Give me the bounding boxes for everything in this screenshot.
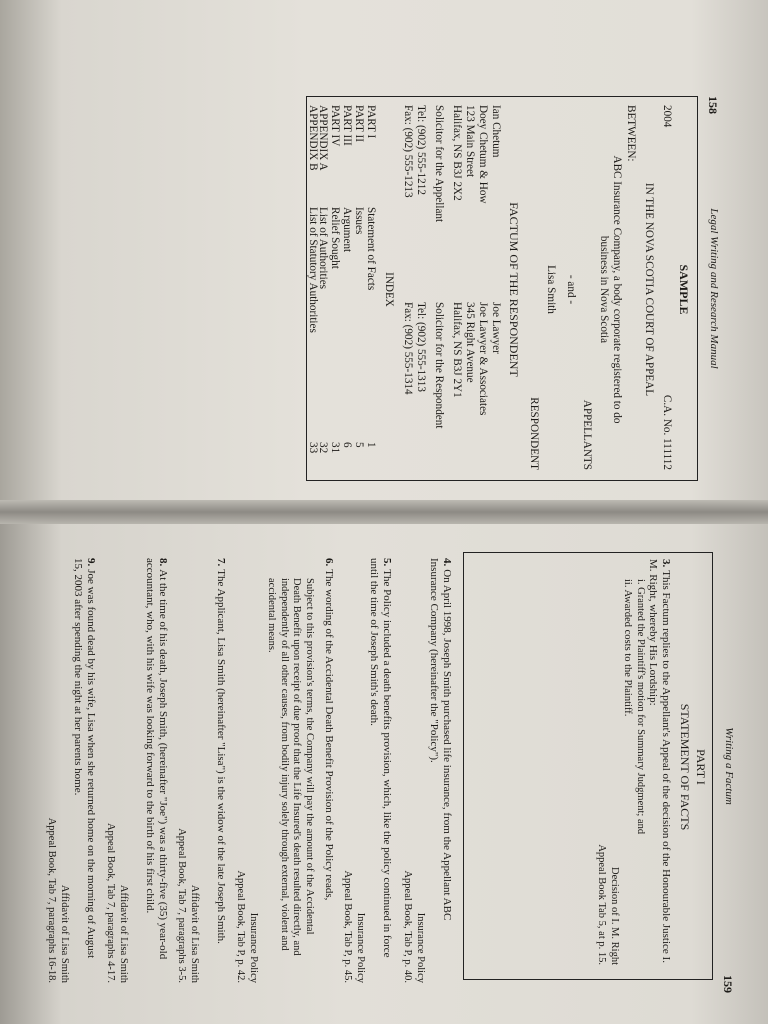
respondent-solicitor-role: Solicitor for the Respondent <box>433 302 445 429</box>
index-part: APPENDIX B <box>307 105 319 171</box>
respondent-name: Lisa Smith <box>545 265 557 314</box>
appellant-counsel-city: Halifax, NS B3J 2X2 <box>451 105 463 201</box>
index-title-entry: Relief Sought <box>329 207 341 269</box>
index-page: 32 <box>317 442 329 454</box>
page-number-159: 159 <box>721 975 735 993</box>
index-part: PART II <box>353 105 365 142</box>
index-page: 33 <box>307 442 319 454</box>
citation-9: Affidavit of Lisa Smith Appeal Book, Tab 7, paragraphs 16-18. <box>46 817 70 983</box>
index-page: 5 <box>353 442 365 448</box>
index-title-entry: List of Statutory Authorities <box>307 207 319 333</box>
appellant-counsel-street: 123 Main Street <box>464 105 476 178</box>
paragraph-3: 3.This Factum replies to the Appellant's Appeal of the decision of the Honourable Justice I. M. Right, whereby His Lordship: <box>646 559 672 963</box>
appellant-name-line2: business in Nova Scotia <box>598 235 610 344</box>
running-head-left: Legal Writing and Research Manual <box>708 208 720 369</box>
index-title-entry: Statement of Facts <box>365 207 377 291</box>
running-head-right: Writing a Factum <box>723 727 735 805</box>
appellant-fax: Fax: (902) 555-1213 <box>402 105 414 198</box>
respondent-label: RESPONDENT <box>528 397 540 470</box>
court-name: IN THE NOVA SCOTIA COURT OF APPEAL <box>643 182 655 397</box>
index-part: PART I <box>365 105 377 139</box>
respondent-counsel-name: Joe Lawyer <box>490 302 502 354</box>
index-title-entry: Argument <box>341 207 353 253</box>
index-page: 6 <box>341 442 353 448</box>
page-number-158: 158 <box>706 96 720 114</box>
appellant-name-line1: ABC Insurance Company, a body corporate registered to do <box>611 155 623 424</box>
policy-quote: Subject to this provision's terms, the Company will pay the amount of the Accidental Death Benefit upon receipt of due proof that the Life Insured's death resulted directly, and independently of all other causes, from bodily injury solely through external, violent and accidental means. <box>266 578 315 956</box>
book-gutter <box>0 500 768 524</box>
and-label: - and - <box>565 274 577 305</box>
respondent-counsel-city: Halifax, NS B3J 2Y1 <box>451 302 463 398</box>
part-heading: PART I <box>694 749 708 785</box>
respondent-tel: Tel: (902) 555-1313 <box>415 302 427 392</box>
respondent-counsel-firm: Joe Lawyer & Associates <box>477 302 489 416</box>
citation-3: Decision of I. M. Right Appeal Book Tab 5, at p. 15. <box>596 844 620 965</box>
paragraph-4: 4.On April 1998, Joseph Smith purchased life insurance, from the Appellant ABC Insurance Company (hereinafter the "Policy"). <box>427 558 453 921</box>
paragraph-3-item-ii: ii. Awarded costs to the Plaintiff. <box>622 579 633 717</box>
index-part: PART IV <box>329 105 341 147</box>
index-title-entry: Issues <box>353 207 365 235</box>
statement-of-facts-frame <box>463 552 713 980</box>
index-page: 1 <box>365 442 377 448</box>
paragraph-9: 9.Joe was found dead by his wife, Lisa when she returned home on the morning of August 15, 2003 after spending the night at her parents home. <box>71 558 97 959</box>
index-title: INDEX <box>383 272 395 307</box>
paragraph-7: 7.The Applicant, Lisa Smith (hereinafter "Lisa") is the widow of the late Joseph Smith. <box>215 558 227 944</box>
index-page: 31 <box>329 442 341 454</box>
index-title-entry: List of Authorities <box>317 207 329 290</box>
case-number: C.A. No. 111112 <box>661 394 673 470</box>
appellant-solicitor-role: Solicitor for the Appellant <box>433 105 445 223</box>
citation-7: Affidavit of Lisa Smith Appeal Book, Tab 7, paragraphs 3-5. <box>176 828 200 983</box>
section-heading: STATEMENT OF FACTS <box>678 703 692 831</box>
citation-8: Affidavit of Lisa Smith Appeal Book, Tab 7, paragraphs 4-17. <box>105 822 129 983</box>
respondent-counsel-street: 345 Right Avenue <box>464 302 476 383</box>
year: 2004 <box>661 105 673 128</box>
citation-4: Insurance Policy Appeal Book, Tab P, p. 40. <box>402 870 426 983</box>
appellant-counsel-firm: Doey Chetum & How <box>477 105 489 204</box>
page-159 <box>15 552 735 997</box>
citation-5: Insurance Policy Appeal Book, Tab P, p. 45. <box>342 870 366 983</box>
paragraph-8: 8.At the time of his death, Joseph Smith, (hereinafter "Joe") was a thirty-five (35) year-old accountant, who, with his wife was looking forward to the birth of his first child. <box>143 558 169 960</box>
paragraph-5: 5.The Policy included a death benefits provision, which, like the policy continued in force until the time of Joseph Smith's death. <box>367 558 393 958</box>
appellants-label: APPELLANTS <box>581 399 593 470</box>
appellant-counsel-name: Ian Chetum <box>490 105 502 158</box>
paragraph-6: 6.The wording of the Accidental Death Benefit Provision of the Policy reads, <box>323 558 335 901</box>
index-part: PART III <box>341 105 353 146</box>
index-part: APPENDIX A <box>317 105 329 171</box>
sample-factum-frame <box>306 96 698 481</box>
paragraph-3-item-i: i. Granted the Plaintiff's motion for Summary Judgment; and <box>635 579 646 835</box>
citation-6: Insurance Policy Appeal Book, Tab P, p. 42. <box>235 870 259 983</box>
respondent-fax: Fax: (902) 555-1314 <box>402 302 414 395</box>
factum-title: FACTUM OF THE RESPONDENT <box>507 202 521 377</box>
between-label: BETWEEN: <box>625 105 637 162</box>
page-158 <box>80 96 720 496</box>
appellant-tel: Tel: (902) 555-1212 <box>415 105 427 195</box>
sample-label: SAMPLE <box>677 264 691 315</box>
